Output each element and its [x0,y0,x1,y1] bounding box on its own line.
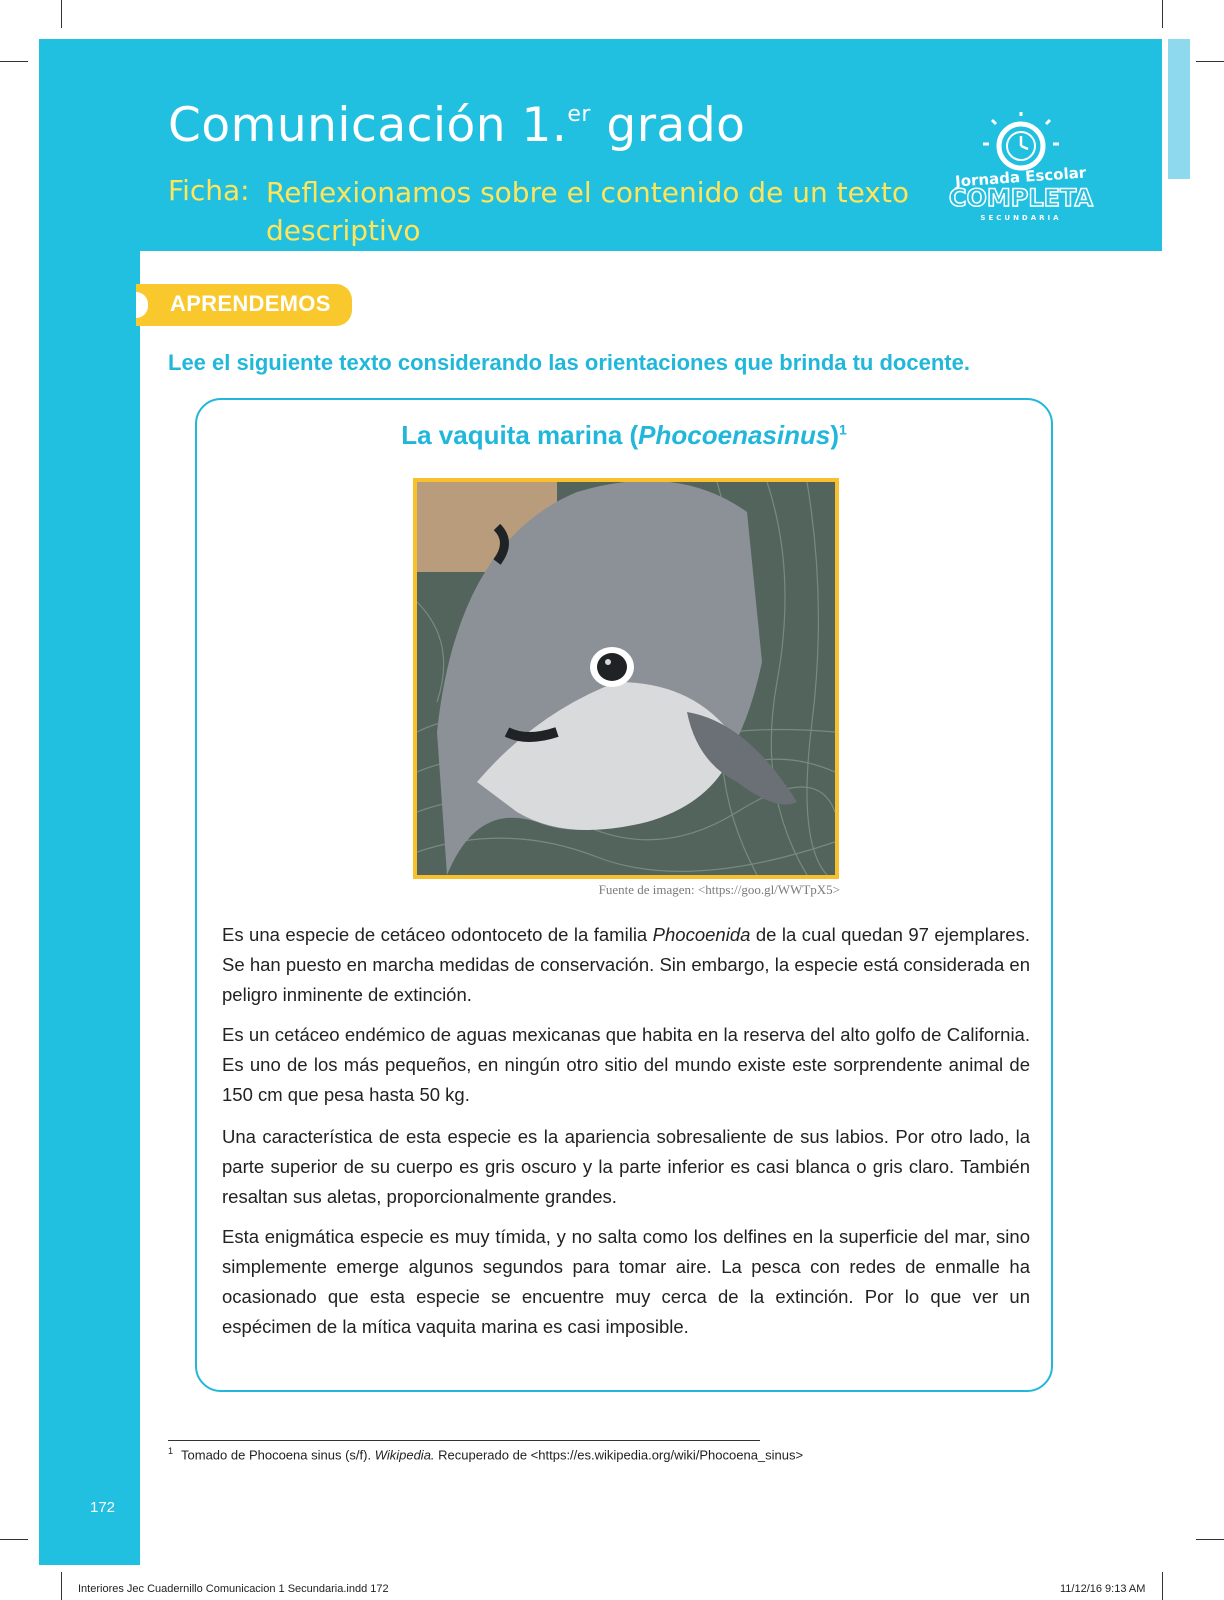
reading-title-suffix: ) [830,420,839,450]
print-slug-file: Interiores Jec Cuadernillo Comunicacion 1 Secundaria.indd 172 [78,1583,389,1595]
image-caption: Fuente de imagen: <https://goo.gl/WWTpX5> [598,882,840,897]
reading-title-prefix: La vaquita marina ( [401,420,639,450]
footnote [168,1446,803,1462]
ficha-title: Reflexionamos sobre el contenido de un texto descriptivo [266,176,909,247]
title-superscript: er [567,102,591,127]
reading-title-species: Phocoenasinus [638,420,831,450]
reading-title [195,420,1053,451]
footnote-source: Wikipedia. [374,1447,435,1463]
paragraph-1-text-end: de la cual quedan 97 ejemplares. Se han puesto en marcha medidas de conservación. Sin embargo, la especie está considerada en peligro inminente de extinción. [222,924,1030,1005]
left-color-band [39,39,140,1565]
clock-icon [983,112,1059,168]
instruction-text: Lee el siguiente texto considerando las orientaciones que brinda tu docente. [168,350,970,375]
crop-mark [1196,1539,1224,1540]
footnote-url: Recuperado de <https://es.wikipedia.org/wiki/Phocoena_sinus> [434,1447,804,1463]
crop-mark [61,0,62,28]
paragraph-2: Es un cetáceo endémico de aguas mexicanas que habita en la reserva del alto golfo de California. Es uno de los más pequeños, en ningún otro sitio del mundo existe este sorprendente animal de 150 cm que pesa hasta 50 kg. [222,1024,1030,1105]
paragraph-4: Esta enigmática especie es muy tímida, y no salta como los delfines en la superficie del mar, sino simplemente emerge algunos segundos para tomar aire. La pesca con redes de enmalle ha ocasionado que esta especie se encuentre muy cerca de la extinción. Por lo que ver un espécimen de la mítica vaquita marina es casi imposible. [222,1226,1030,1337]
vaquita-photo [413,478,839,879]
crop-mark [61,1572,62,1600]
family-name: Phocoenida [652,924,751,945]
header-side-tab [1168,39,1190,179]
logo-line-2: COMPLETA [948,184,1094,212]
ficha-label: Ficha: [168,174,250,207]
footnote-mark: 1 [168,1446,174,1456]
paragraph-3: Una característica de esta especie es la apariencia sobresaliente de sus labios. Por otro lado, la parte superior de su cuerpo es gris oscuro y la parte inferior es casi blanca o gris claro. También resaltan sus aletas, proporcionalmente grandes. [222,1126,1030,1207]
footnote-text: Tomado de Phocoena sinus (s/f). [181,1447,375,1463]
paragraph-1-text: Es una especie de cetáceo odontoceto de la familia [222,924,653,945]
title-end: grado [590,98,746,153]
crop-mark [0,1539,28,1540]
section-label: APRENDEMOS [170,291,331,316]
crop-mark [1162,1572,1163,1600]
crop-mark [1196,61,1224,62]
page-number: 172 [90,1499,116,1516]
page-title [168,98,745,153]
title-main: Comunicación 1. [168,98,568,153]
jornada-escolar-logo [946,112,1096,228]
footnote-divider [168,1440,760,1441]
paragraph-1 [222,920,1030,1010]
crop-mark [0,61,28,62]
logo-line-1: Jornada Escolar [954,163,1087,191]
print-slug-date: 11/12/16 9:13 AM [1060,1583,1146,1595]
footnote-reference: 1 [839,421,847,438]
crop-mark [1162,0,1163,28]
logo-line-3: SECUNDARIA [980,214,1062,222]
